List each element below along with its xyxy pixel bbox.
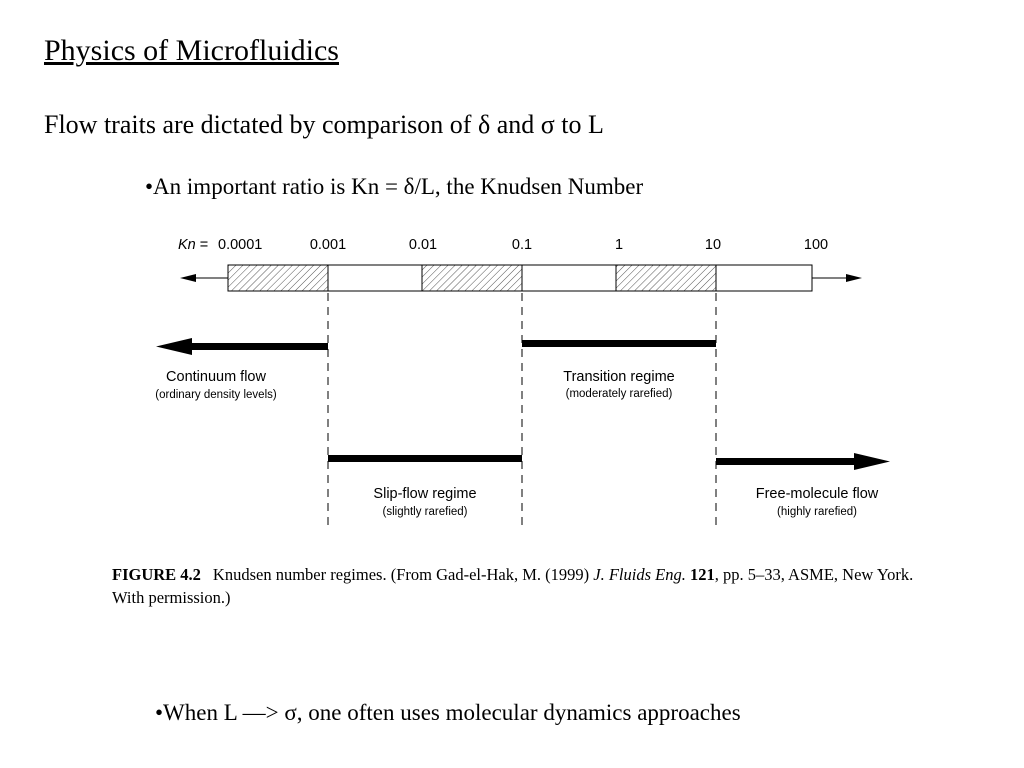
continuum-sublabel: (ordinary density levels) (155, 389, 277, 401)
kn-equals: = (195, 237, 209, 253)
scale-label-10: 10 (704, 237, 722, 253)
caption-text-b: , pp. 5–33, ASME, New York. With permission.) (112, 565, 914, 607)
scale-segment-6 (716, 265, 812, 291)
scale-axis-right-arrowhead (846, 274, 862, 282)
transition-label: Transition regime (563, 369, 675, 385)
scale-label-100: 100 (803, 237, 829, 253)
slip-flow-bar (328, 455, 522, 462)
continuum-bar (190, 343, 328, 350)
kn-symbol: Kn (178, 237, 196, 253)
slide-title: Physics of Microfluidics (44, 34, 339, 67)
scale-label-0-0001: 0.0001 (218, 237, 263, 253)
caption-journal: J. Fluids Eng. (593, 565, 686, 584)
slide-subtitle: Flow traits are dictated by comparison of δ and σ to L (44, 110, 604, 139)
knudsen-regime-diagram (0, 225, 1024, 545)
free-molecule-label: Free-molecule flow (755, 486, 879, 502)
slip-flow-label: Slip-flow regime (373, 486, 477, 502)
scale-label-0-001: 0.001 (309, 237, 347, 253)
caption-volume: 121 (689, 565, 715, 584)
free-molecule-sublabel: (highly rarefied) (777, 506, 857, 518)
transition-bar (522, 340, 716, 347)
slip-flow-sublabel: (slightly rarefied) (382, 506, 468, 518)
scale-axis-left-arrowhead (180, 274, 196, 282)
kn-label (178, 237, 208, 253)
figure-caption (112, 563, 932, 609)
figure-label: FIGURE 4.2 (112, 565, 201, 584)
scale-label-0-01: 0.01 (408, 237, 438, 253)
scale-label-0-1: 0.1 (511, 237, 533, 253)
continuum-label: Continuum flow (166, 369, 266, 385)
scale-segment-4 (522, 265, 616, 291)
scale-segment-2 (328, 265, 422, 291)
free-molecule-arrowhead (854, 453, 890, 470)
bullet-knudsen-ratio: •An important ratio is Kn = δ/L, the Knudsen Number (145, 174, 644, 199)
scale-segment-3 (422, 265, 522, 291)
transition-sublabel: (moderately rarefied) (565, 388, 673, 400)
free-molecule-bar (716, 458, 856, 465)
continuum-arrowhead (156, 338, 192, 355)
bullet-molecular-dynamics: •When L —> σ, one often uses molecular dynamics approaches (155, 700, 741, 725)
scale-segment-1 (228, 265, 328, 291)
caption-text-a: Knudsen number regimes. (From Gad-el-Hak, M. (1999) (212, 565, 594, 584)
scale-label-1: 1 (614, 237, 624, 253)
scale-segment-5 (616, 265, 716, 291)
